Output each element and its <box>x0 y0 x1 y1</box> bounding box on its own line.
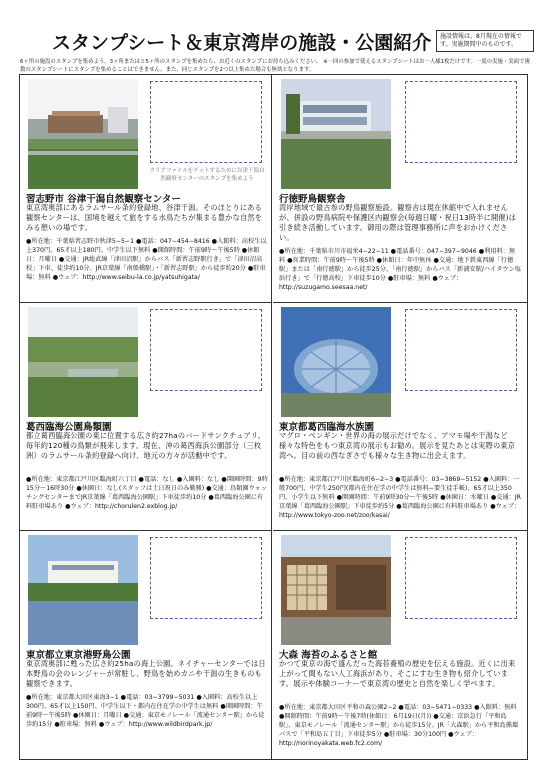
notice-box: 施設情報は、8月現在の情報です。実施期間中のものです。 <box>436 30 534 52</box>
facility-info: ●所在地：東京都江戸川区臨海町六丁目 ●電話：なし ●入園料：なし ●開園時間：9時15分〜16時30分 ●休園日：なし(スタッフは土日祝日のみ勤務) ●交通：鳥類園ウォッチングセンターまでJR京葉線「葛西臨海公園駅」下車徒歩約10分 ●葛西臨海公園に有料駐車場あり ●ウェブ：http://chorulen2.exblog.jp/ <box>26 476 268 510</box>
stamp-area <box>150 81 262 163</box>
stamp-area <box>405 309 517 391</box>
facility-photo <box>28 535 138 645</box>
intro-text: 6ヶ所の施設のスタンプを集めよう。3ヶ所またはと5ヶ所のスタンプを集めたら、お近くのスタンプにお持ち込みください。 ※一回の参加で使えるスタンプシートはお一人様1枚だけです。一度の実施・実面で複数のスタンプシートにスタンプを集めることはできません。また、同じスタンプを2つ以上集めた場合も無効となります。 <box>20 59 530 73</box>
stamp-hint: クリアファイルをゲットするために谷津干潟自然観察センターのスタンプを集めよう <box>149 168 265 182</box>
facility-photo <box>281 79 391 189</box>
stamp-area <box>150 309 262 391</box>
facility-photo <box>281 535 391 645</box>
facility-card-yatsu <box>20 75 272 303</box>
facility-photo <box>28 307 138 417</box>
facility-card-gyotoku <box>273 75 527 303</box>
stamp-area <box>405 81 517 163</box>
facility-info: ●所在地：東京都大田区平和の森公園2−2 ●電話：03−5471−0333 ●入館料：無料 ●開館時間：午前9時〜午後7時(休館日：6月19日(月)) ●交通：京浜急行「平和島駅」、東京モノレール「流通センター駅」から徒歩15分。JR「大森駅」から平和島循環バスで「平和島五丁目」下車徒歩5分 ●駐車場：30分100円 ●ウェブ：http://norinoyakata.web.fc2.com/ <box>279 704 519 747</box>
facility-card-nori-museum <box>273 531 527 759</box>
facility-description: 東京湾奥部に甦った広さ約25haの海上公園。ネイチャーセンターでは日本野鳥の会のレンジャーが常駐し、野鳥を始めカニや干潟の生きものも観察できます。 <box>26 659 266 688</box>
facility-card-kasai-bird <box>20 303 272 531</box>
facility-description: 湾岸地域で最古参の野鳥観察施設。観察舎は現在休館中で入れませんが、併設の野鳥病院や保護区内観察会(毎週日曜・祝日13時半に開催)は引き続き活動しています。御用の際は管理事務所に声をおかけください。 <box>279 203 517 242</box>
facility-description: かつて東京の海で盛んだった海苔養殖の歴史を伝える施設。近くに出来上がって間もない人工海浜があり、そこにすむ生き物も紹介しています。展示や体験コーナーで東京湾の歴史と自然を楽しく学べます。 <box>279 659 516 688</box>
facility-name: 大森 海苔のふるさと館 <box>279 650 378 661</box>
facility-info: ●所在地：千葉県習志野市秋津5−5−1 ●電話：047−454−8416 ●入館料：高校生以上370円、65才以上180円、中学生以下無料 ●開館時間：午前9時〜午後5時 ●休館日：月曜日 ●交通：JR総武線「津田沼駅」からバス「新習志野駅行き」で「津田沼高校」下車、徒歩約10分。JR京葉線「南船橋駅」・「新習志野駅」から徒歩約20分 ●駐車場：無料 ●ウェブ：http://www.seibu-la.co.jp/yatsuhigata/ <box>26 238 267 281</box>
facility-info: ●所在地：東京都大田区東海3−1 ●電話：03−3799−5031 ●入園料：高校生以上300円、65才以上150円、中学生以下・都内在住在学の中学生は無料 ●開園時間：午前9時〜午後5時 ●休園日：月曜日 ●交通：東京モノレール「流通センター駅」から徒歩約15分 ●駐車場：無料 ●ウェブ：http://www.wildbirdpark.jp/ <box>26 694 265 728</box>
facility-description: 東京湾奥部にあるラムサール条約登録地、谷津干潟。そのほとりにある観察センターは、国境を越えて旅をする水鳥たちが集まる豊かな自然をみる憩いの場です。 <box>26 203 263 232</box>
facility-name: 東京都立東京港野鳥公園 <box>26 650 131 661</box>
facility-info: ●所在地：東京都江戸川区臨海町6−2−3 ●電話番号：03−3869−5152 ●入園料：一般700円、中学生250円(都内在住在学の中学生は無料−要生徒手帳)、65才以上350円、小学生以下無料 ●開園時間：午前9時30分〜午後5時 ●休園日：水曜日 ●交通：JR京葉線「葛西臨海公園駅」下車徒歩約5分 ●葛西臨海公園に有料駐車場あり ●ウェブ：http://www.tokyo-zoo.net/zoo/kasai/ <box>279 476 521 519</box>
stamp-area <box>405 537 517 619</box>
facility-info: ●所在地：千葉県市川市福栄4−22−11 ●電話番号：047−397−9046 ●利用料：無料 ●営業時間：午前9時〜午後5時 ●休館日：年中無休 ●交通：地下鉄東西線「行徳駅」または「南行徳駅」から徒歩25分、「南行徳駅」からバス「新浦安駅/ハイタウン塩浜行き」で「行徳高校」下車徒歩10分 ●駐車場：無料 ●ウェブ：http://suzugamo.seesaa.net/ <box>279 248 521 291</box>
facility-name: 習志野市 谷津干潟自然観察センター <box>26 194 181 205</box>
facility-description: マグロ・ペンギン・世界の海の展示だけでなく、アマモ場や干潟など様々な特色をもつ東京湾の展示もお勧め。展示を見たあとは実際の東京湾へ。目の前の西なぎさでも様々な生き物に出会えます。 <box>279 431 516 460</box>
facility-photo <box>28 79 138 189</box>
facility-grid <box>19 74 528 760</box>
facility-name: 葛西臨海公園鳥類園 <box>26 422 112 433</box>
facility-description: 都立葛西臨海公園の東に位置する広さ約27haのバードサンクチュアリ。毎年約120種の鳥類が飛来します。現在、沖の葛西海浜公園部分（三枚洲）のラムサール条約登録へ向け、地元の方々が活動中です。 <box>26 431 266 460</box>
facility-card-tokyo-port-bird <box>20 531 272 759</box>
stamp-area <box>150 537 262 619</box>
facility-name: 行徳野鳥観察舎 <box>279 194 346 205</box>
facility-card-kasai-aquarium <box>273 303 527 531</box>
page-title: スタンプシート＆東京湾岸の施設・公園紹介 <box>52 32 432 54</box>
facility-name: 東京都葛西臨海水族園 <box>279 422 375 433</box>
facility-photo <box>281 307 391 417</box>
